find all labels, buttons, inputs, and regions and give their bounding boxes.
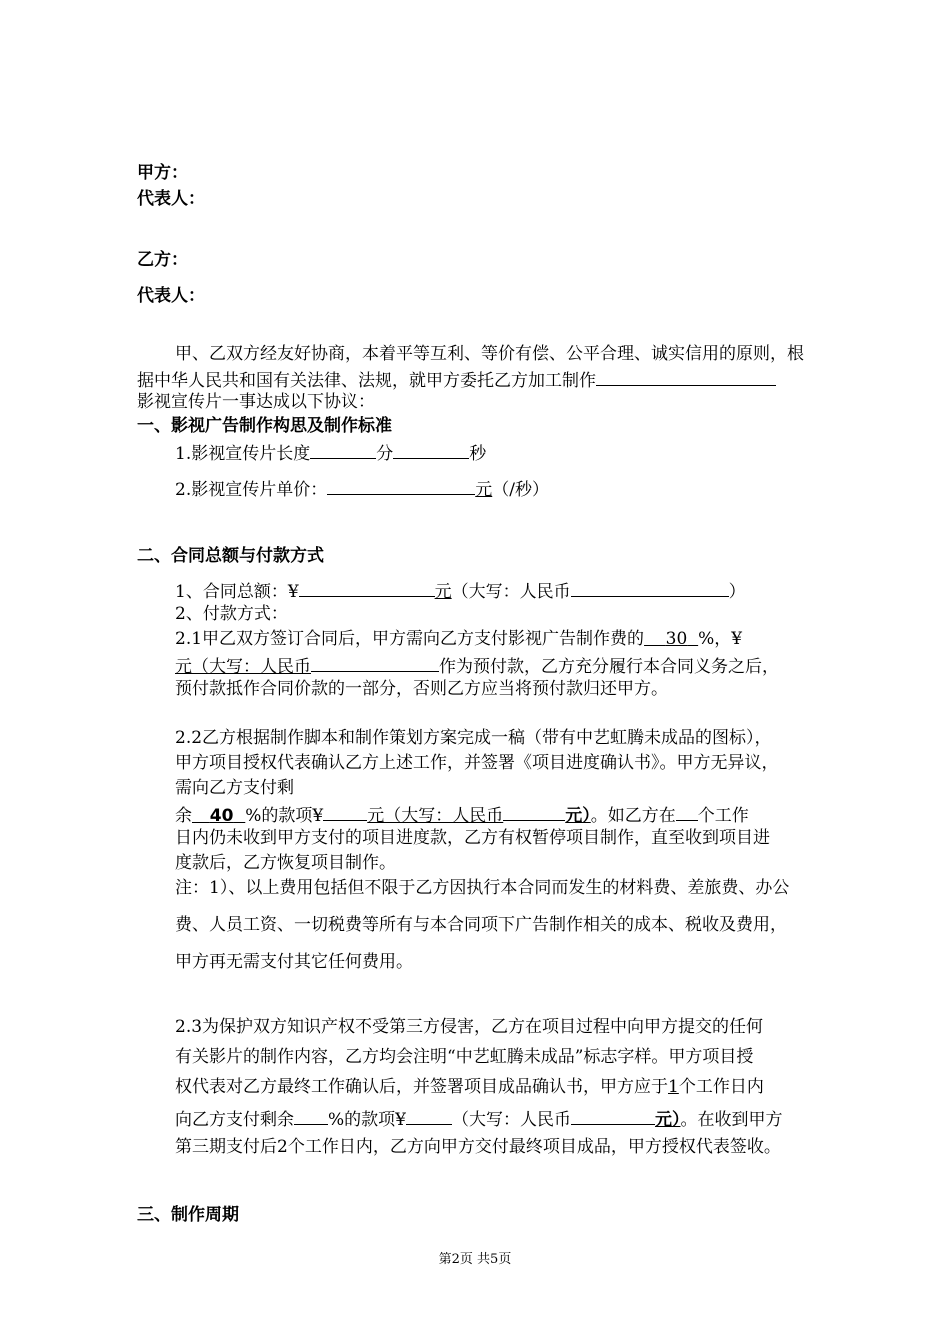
clause-2-1-line-2: [175, 653, 779, 678]
item-unit-price: [175, 476, 549, 501]
final-uppercase-blank[interactable]: [571, 1106, 655, 1125]
unit-price-label: 2.影视宣传片单价：: [175, 480, 328, 500]
section-3-title: 三、制作周期: [137, 1205, 239, 1225]
clause-2-2-line-5: 日内仍未收到甲方支付的项目进度款，乙方有权暂停项目制作，直至收到项目进: [175, 828, 770, 848]
intro-line-3: 影视宣传片一事达成以下协议：: [137, 392, 375, 412]
minutes-blank[interactable]: [310, 440, 376, 459]
progress-uppercase-unit: 元）: [565, 806, 591, 826]
final-after-text: 。在收到甲方: [680, 1110, 783, 1130]
clause-2-3-line-1: 2.3为保护双方知识产权不受第三方侵害，乙方在项目过程中向甲方提交的任何: [175, 1017, 764, 1037]
clause-2-1-line-3: 预付款抵作合同价款的一部分，否则乙方应当将预付款归还甲方。: [175, 679, 668, 699]
final-uppercase-unit: 元: [654, 1110, 672, 1130]
total-amount-blank[interactable]: [299, 578, 435, 597]
intro-line-2: [137, 367, 776, 392]
progress-percent: 40: [209, 806, 234, 826]
workdays-unit: 个工作: [697, 806, 749, 826]
party-b-rep: 代表人：: [137, 286, 205, 306]
clause-2-2-line-2: 甲方项目授权代表确认乙方上述工作，并签署《项目进度确认书》。甲方无异议，: [175, 753, 779, 773]
clause-2-2-line-4: [175, 802, 749, 827]
length-label: 1.影视宣传片长度: [175, 444, 311, 464]
clause-2-3-line-5: 第三期支付后2个工作日内，乙方向甲方交付最终项目成品，甲方授权代表签收。: [175, 1137, 781, 1157]
clause-2-2-line-1: 2.2乙方根据制作脚本和制作策划方案完成一稿（带有中艺虹腾未成品的图标），: [175, 728, 772, 748]
total-currency: 元: [434, 582, 452, 602]
note-line-3: 甲方再无需支付其它任何费用。: [175, 952, 413, 972]
final-uppercase-label: （大写：人民币: [451, 1110, 571, 1130]
final-pay-days: 1: [668, 1077, 679, 1097]
prepay-percent-unit: %，¥: [698, 629, 743, 649]
total-uppercase-blank[interactable]: [571, 578, 729, 597]
final-amount-label: %的款项¥: [328, 1110, 406, 1130]
remaining-label: 余: [175, 806, 192, 826]
project-name-blank[interactable]: [596, 367, 776, 386]
final-amount-blank[interactable]: [406, 1106, 452, 1125]
clause-2-3-line-3: [175, 1076, 764, 1098]
progress-amount-blank[interactable]: [323, 802, 367, 821]
seconds-unit: 秒: [469, 444, 487, 464]
clause-2-2-line-3: 需向乙方支付剩: [175, 778, 294, 798]
prepay-percent: 30: [665, 629, 688, 649]
seconds-blank[interactable]: [393, 440, 469, 459]
clause-2-1-line-1: [175, 628, 742, 650]
final-pay-days-unit: 个工作日内: [678, 1077, 764, 1097]
item-length: [175, 440, 486, 465]
workdays-blank[interactable]: [676, 802, 698, 821]
prepay-uppercase-blank[interactable]: [311, 653, 439, 672]
clause-2-1-text: 2.1甲乙双方签订合同后，甲方需向乙方支付影视广告制作费的: [175, 629, 645, 649]
prepay-text: 作为预付款，乙方充分履行本合同义务之后，: [439, 657, 779, 677]
clause-2-3-text: 权代表对乙方最终工作确认后，并签署项目成品确认书，甲方应于: [175, 1077, 668, 1097]
unit-price-currency: 元: [475, 480, 493, 500]
progress-amount-label: %的款项¥: [245, 806, 324, 826]
final-percent-blank[interactable]: [294, 1106, 328, 1125]
clause-2-3-line-4: [175, 1106, 782, 1131]
contract-total: [175, 578, 746, 603]
party-b-label: 乙方：: [137, 250, 188, 270]
total-close-paren: ）: [728, 582, 746, 602]
clause-2-2-line-6: 度款后，乙方恢复项目制作。: [175, 853, 396, 873]
page-footer: 第2页 共5页: [438, 1252, 512, 1267]
section-2-title: 二、合同总额与付款方式: [137, 546, 324, 566]
party-a-label: 甲方：: [137, 163, 188, 183]
total-label: 1、合同总额：¥: [175, 582, 299, 602]
final-remaining-label: 向乙方支付剩余: [175, 1110, 294, 1130]
intro-text: 据中华人民共和国有关法律、法规，就甲方委托乙方加工制作: [137, 371, 596, 391]
progress-uppercase-blank[interactable]: [503, 802, 565, 821]
section-1-title: 一、影视广告制作构思及制作标准: [137, 416, 392, 436]
unit-price-blank[interactable]: [327, 476, 475, 495]
intro-line-1: 甲、乙双方经友好协商，本着平等互利、等价有偿、公平合理、诚实信用的原则，根: [175, 344, 804, 364]
party-a-rep: 代表人：: [137, 189, 205, 209]
note-line-1: 注：1）、以上费用包括但不限于乙方因执行本合同而发生的材料费、差旅费、办公: [175, 878, 790, 898]
progress-uppercase-label: 元（大写：人民币: [367, 806, 504, 826]
total-uppercase-label: （大写：人民币: [451, 582, 571, 602]
final-close-paren: ）: [671, 1110, 681, 1130]
payment-method: 2、付款方式：: [175, 604, 288, 624]
prepay-uppercase-label: 元（大写：人民币: [175, 657, 311, 677]
progress-if-label: 。如乙方在: [590, 806, 676, 826]
unit-price-per-second: （/秒）: [492, 480, 549, 500]
minutes-unit: 分: [376, 444, 394, 464]
note-line-2: 费、人员工资、一切税费等所有与本合同项下广告制作相关的成本、税收及费用，: [175, 915, 787, 935]
clause-2-3-line-2: 有关影片的制作内容，乙方均会注明“中艺虹腾未成品”标志字样。甲方项目授: [175, 1047, 754, 1067]
